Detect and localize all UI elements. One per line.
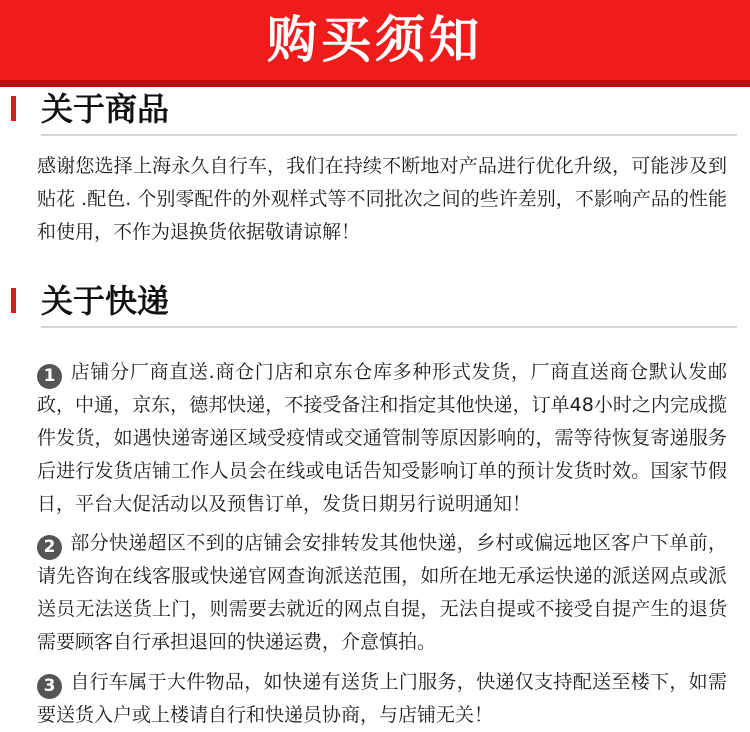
shipping-item-1-text: 店铺分厂商直送.商仓门店和京东仓库多种形式发货，厂商直送商仓默认发邮政，中通，京东，德邦快递，不接受备注和指定其他快递，订单48小时之内完成揽件发货，如遇快递寄递区域受疫情或交通管制等原因影响的，需等待恢复寄递服务后进行发货店铺工作人员会在线或电话告知受影响订单的预计发货时效。国家节假日，平台大促活动以及预售订单，发货日期另行说明通知！ bbox=[37, 361, 727, 515]
number-badge-3: 3 bbox=[37, 674, 62, 699]
section-title-product: 关于商品 bbox=[41, 90, 170, 128]
divider bbox=[41, 134, 737, 136]
accent-bar bbox=[11, 96, 16, 121]
shipping-item-3 bbox=[37, 666, 727, 732]
number-badge-1: 1 bbox=[37, 364, 62, 389]
section-title-shipping: 关于快递 bbox=[41, 282, 170, 320]
shipping-item-2 bbox=[37, 527, 727, 659]
banner bbox=[0, 0, 750, 80]
divider bbox=[41, 326, 737, 328]
section-header-product bbox=[0, 84, 750, 134]
shipping-item-3-text: 自行车属于大件物品，如快递有送货上门服务，快递仅支持配送至楼下，如需要送货入户或上楼请自行和快递员协商，与店铺无关！ bbox=[37, 671, 727, 726]
section-header-shipping bbox=[0, 276, 750, 326]
number-badge-2: 2 bbox=[37, 535, 62, 560]
shipping-item-2-text: 部分快递超区不到的店铺会安排转发其他快递，乡村或偏远地区客户下单前，请先咨询在线客服或快递官网查询派送范围，如所在地无承运快递的派送网点或派送员无法送货上门，则需要去就近的网点自提，无法自提或不接受自提产生的退货需要顾客自行承担退回的快递运费，介意慎拍。 bbox=[37, 532, 727, 653]
product-notice-text: 感谢您选择上海永久自行车，我们在持续不断地对产品进行优化升级，可能涉及到贴花 .配色. 个别零配件的外观样式等不同批次之间的些许差别，不影响产品的性能和使用，不作为退换货依据敬请谅解！ bbox=[37, 155, 727, 243]
accent-bar bbox=[11, 288, 16, 313]
shipping-item-1 bbox=[37, 356, 727, 521]
page-title: 购买须知 bbox=[267, 11, 483, 69]
